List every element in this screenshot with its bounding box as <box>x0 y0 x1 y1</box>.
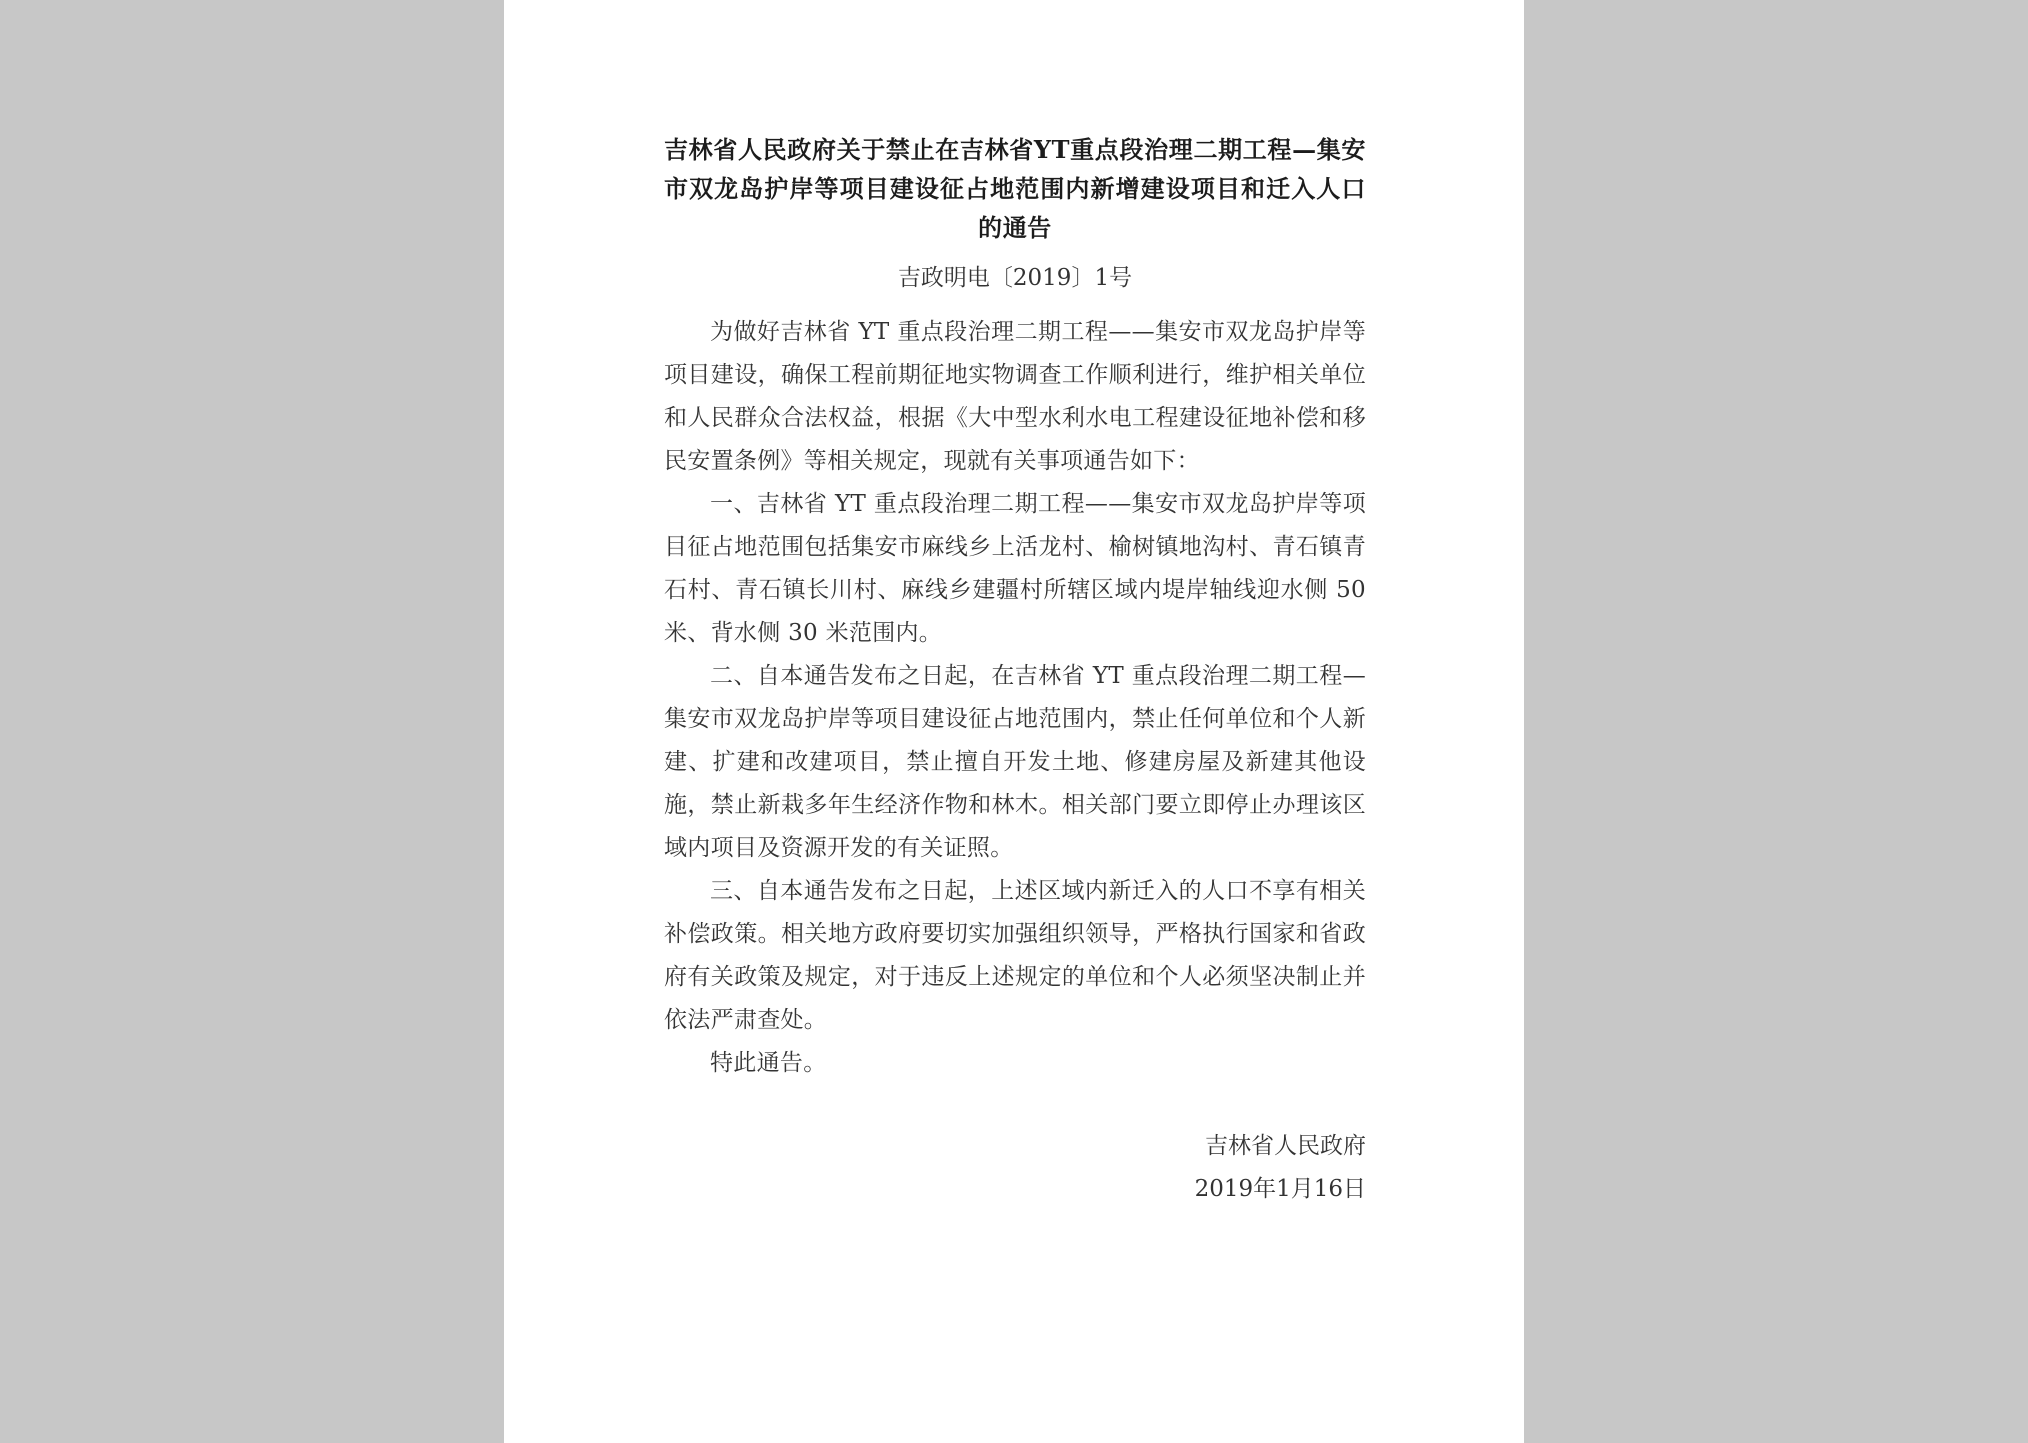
paragraph-item-2: 二、自本通告发布之日起，在吉林省 YT 重点段治理二期工程—集安市双龙岛护岸等项目建设征占地范围内，禁止任何单位和个人新建、扩建和改建项目，禁止擅自开发土地、修建房屋及新建其他设施，禁止新栽多年生经济作物和林木。相关部门要立即停止办理该区域内项目及资源开发的有关证照。 <box>664 663 1366 861</box>
paragraph-item-3: 三、自本通告发布之日起，上述区域内新迁入的人口不享有相关补偿政策。相关地方政府要切实加强组织领导，严格执行国家和省政府有关政策及规定，对于违反上述规定的单位和个人必须坚决制止并依法严肃查处。 <box>664 878 1366 1033</box>
document-number: 吉政明电〔2019〕1号 <box>897 265 1133 291</box>
signature-block <box>664 1125 1366 1211</box>
signature-issuer: 吉林省人民政府 <box>1205 1133 1366 1159</box>
paragraph-item-1: 一、吉林省 YT 重点段治理二期工程——集安市双龙岛护岸等项目征占地范围包括集安市麻线乡上活龙村、榆树镇地沟村、青石镇青石村、青石镇长川村、麻线乡建疆村所辖区域内堤岸轴线迎水侧 50 米、背水侧 30 米范围内。 <box>664 491 1366 646</box>
document-title: 吉林省人民政府关于禁止在吉林省YT重点段治理二期工程—集安市双龙岛护岸等项目建设征占地范围内新增建设项目和迁入人口的通告 <box>664 135 1366 242</box>
paragraph-closing: 特此通告。 <box>710 1050 827 1076</box>
document-content <box>664 130 1366 1211</box>
document-body <box>664 311 1366 1085</box>
paragraph-intro: 为做好吉林省 YT 重点段治理二期工程——集安市双龙岛护岸等项目建设，确保工程前期征地实物调查工作顺利进行，维护相关单位和人民群众合法权益，根据《大中型水利水电工程建设征地补偿和移民安置条例》等相关规定，现就有关事项通告如下： <box>664 319 1366 474</box>
document-page <box>504 0 1524 1443</box>
signature-date: 2019年1月16日 <box>1194 1176 1366 1202</box>
